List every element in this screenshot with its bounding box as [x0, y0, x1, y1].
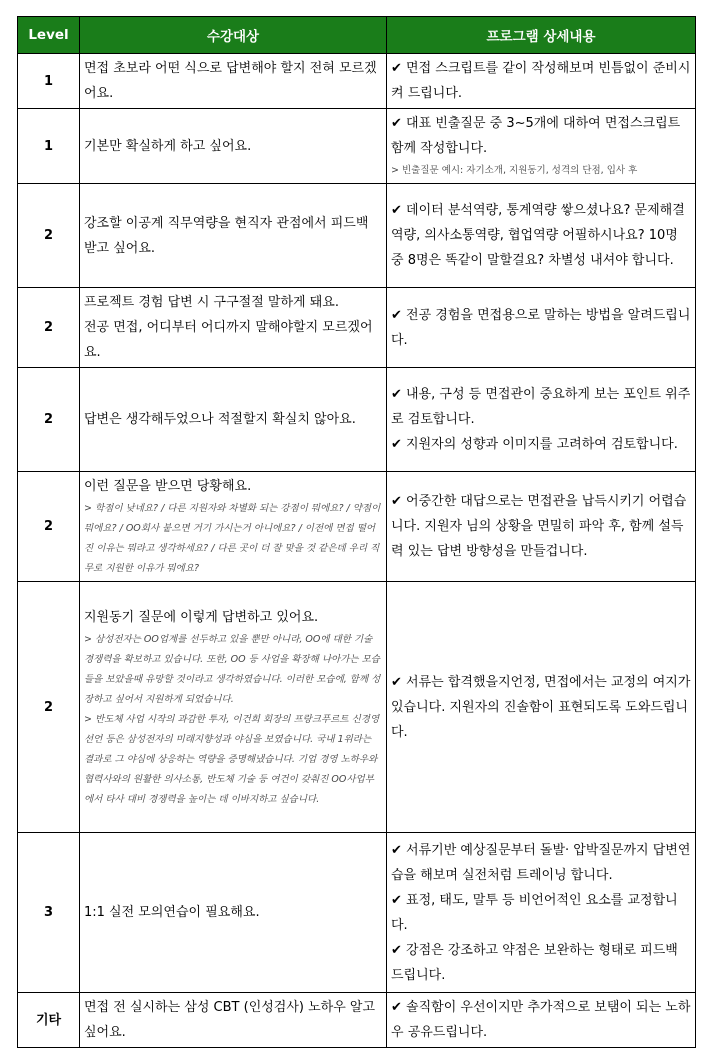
detail-text: 대표 빈출질문 중 3~5개에 대하여 면접스크립트 함께 작성합니다. — [391, 116, 681, 156]
detail-cell — [387, 368, 696, 472]
detail-text: 면접 스크립트를 같이 작성해보며 빈틈없이 준비시켜 드립니다. — [391, 61, 691, 101]
table-row — [18, 288, 696, 368]
table-row — [18, 184, 696, 288]
target-example-note: > 반도체 사업 시작의 과감한 투자, 이건희 회장의 프랑크푸르트 신경영 선언 등은 삼성전자의 미래지향성과 야심을 보였습니다. 국내 1위라는 결과로 그 야심에 상응하는 역량을 증명해냈습니다. 기업 경영 노하우와 협력사와의 원활한 의사소통, 반도체 기술 등 여건이 갖춰진 OO사업부에서 타사 대비 경쟁력을 높이는 데 이바지하고 싶습니다. — [84, 713, 380, 805]
table-row — [18, 368, 696, 472]
detail-item — [391, 432, 691, 457]
detail-item — [391, 303, 691, 353]
target-text: 기본만 확실하게 하고 싶어요. — [84, 138, 252, 154]
detail-item — [391, 938, 691, 988]
checkmark-icon: ✔ — [391, 387, 402, 402]
detail-example-note: > 빈출질문 예시: 자기소개, 지원동기, 성격의 단점, 입사 후 — [391, 165, 638, 176]
target-text: 강조할 이공계 직무역량을 현직자 관점에서 피드백 받고 싶어요. — [84, 215, 369, 256]
header-detail: 프로그램 상세내용 — [387, 17, 696, 54]
table-row — [18, 993, 696, 1048]
target-text: 답변은 생각해두었으나 적절할지 확실치 않아요. — [84, 412, 356, 427]
detail-item — [391, 995, 691, 1045]
target-text: 면접 전 실시하는 삼성 CBT (인성검사) 노하우 알고 싶어요. — [84, 1000, 376, 1040]
checkmark-icon: ✔ — [391, 1000, 402, 1015]
target-cell — [80, 54, 387, 109]
table-row — [18, 472, 696, 582]
detail-item — [391, 888, 691, 938]
detail-text: 서류기반 예상질문부터 돌발· 압박질문까지 답변연습을 해보며 실전처럼 트레이닝 합니다. — [391, 842, 691, 883]
detail-cell — [387, 54, 696, 109]
detail-cell — [387, 109, 696, 184]
level-cell: 2 — [18, 472, 80, 582]
detail-item — [391, 489, 691, 564]
target-text: 1:1 실전 모의연습이 필요해요. — [84, 905, 260, 920]
detail-item — [391, 198, 691, 273]
detail-cell — [387, 288, 696, 368]
detail-item — [391, 838, 691, 888]
table-row — [18, 54, 696, 109]
level-cell: 2 — [18, 582, 80, 833]
table-row — [18, 833, 696, 993]
level-cell: 기타 — [18, 993, 80, 1048]
target-example-note: > 삼성전자는 OO업계를 선두하고 있을 뿐만 아니라, OO에 대한 기술 경쟁력을 확보하고 있습니다. 또한, OO 등 사업을 확장해 나아가는 모습들을 보았을때 유망할 것이라고 생각하였습니다. 이러한 모습에, 함께 성장하고 싶어서 지원하게 되었습니다. — [84, 633, 381, 705]
detail-item — [391, 382, 691, 432]
target-cell — [80, 993, 387, 1048]
checkmark-icon: ✔ — [391, 942, 402, 958]
detail-text: 전공 경험을 면접용으로 말하는 방법을 알려드립니다. — [391, 307, 691, 348]
level-cell: 2 — [18, 184, 80, 288]
detail-cell — [387, 833, 696, 993]
target-cell — [80, 288, 387, 368]
checkmark-icon: ✔ — [391, 892, 402, 908]
detail-text: 서류는 합격했을지언정, 면접에서는 교정의 여지가 있습니다. 지원자의 진솔함이 표현되도록 도와드립니다. — [391, 674, 691, 740]
detail-text: 솔직함이 우선이지만 추가적으로 보탬이 되는 노하우 공유드립니다. — [391, 1000, 691, 1040]
header-target: 수강대상 — [80, 17, 387, 54]
target-cell — [80, 833, 387, 993]
level-cell: 2 — [18, 368, 80, 472]
checkmark-icon: ✔ — [391, 842, 402, 858]
target-text: 전공 면접, 어디부터 어디까지 말해야할지 모르겠어요. — [84, 320, 373, 360]
detail-text: 데이터 분석역량, 통계역량 쌓으셨나요? 문제해결역량, 의사소통역량, 협업역량 어필하시나요? 10명 중 8명은 똑같이 말할걸요? 차별성 내셔야 합니다. — [391, 203, 685, 268]
table-row — [18, 109, 696, 184]
detail-cell — [387, 472, 696, 582]
checkmark-icon: ✔ — [391, 437, 402, 452]
level-cell: 2 — [18, 288, 80, 368]
checkmark-icon: ✔ — [391, 307, 402, 323]
detail-text: 지원자의 성향과 이미지를 고려하여 검토합니다. — [406, 437, 678, 452]
level-cell: 1 — [18, 54, 80, 109]
checkmark-icon: ✔ — [391, 116, 402, 131]
detail-text: 어중간한 대답으로는 면접관을 납득시키기 어렵습니다. 지원자 님의 상황을 면밀히 파악 후, 함께 설득력 있는 답변 방향성을 만들겁니다. — [391, 494, 687, 559]
detail-cell — [387, 993, 696, 1048]
detail-item — [391, 56, 691, 106]
checkmark-icon: ✔ — [391, 203, 402, 218]
target-cell — [80, 109, 387, 184]
checkmark-icon: ✔ — [391, 61, 402, 76]
target-text: 이런 질문을 받으면 당황해요. — [84, 479, 252, 494]
table-row — [18, 582, 696, 833]
detail-item — [391, 111, 691, 161]
program-table — [17, 16, 696, 1048]
level-cell: 1 — [18, 109, 80, 184]
detail-cell — [387, 184, 696, 288]
target-text: 프로젝트 경험 답변 시 구구절절 말하게 돼요. — [84, 295, 339, 310]
detail-cell — [387, 582, 696, 833]
detail-item — [391, 670, 691, 745]
target-text: 면접 초보라 어떤 식으로 답변해야 할지 전혀 모르겠어요. — [84, 61, 377, 101]
checkmark-icon: ✔ — [391, 494, 402, 509]
target-cell — [80, 582, 387, 833]
target-text: 지원동기 질문에 이렇게 답변하고 있어요. — [84, 609, 319, 625]
detail-text: 내용, 구성 등 면접관이 중요하게 보는 포인트 위주로 검토합니다. — [391, 387, 691, 427]
level-cell: 3 — [18, 833, 80, 993]
target-cell — [80, 184, 387, 288]
target-example-note: > 학점이 낮네요? / 다른 지원자와 차별화 되는 강점이 뭐에요? / 약점이 뭐에요? / OO회사 붙으면 거기 가시는거 아니에요? / 이전에 면접 떨어진 이유는 뭐라고 생각하세요? / 다른 곳이 더 잘 맞을 것 같은데 우리 직무로 지원한 이유가 뭐에요? — [84, 503, 381, 574]
detail-text: 표정, 태도, 말투 등 비언어적인 요소를 교정합니다. — [391, 892, 678, 933]
header-level: Level — [18, 17, 80, 54]
target-cell — [80, 472, 387, 582]
table-header-row — [18, 17, 696, 54]
target-cell — [80, 368, 387, 472]
program-table-container — [17, 16, 695, 1048]
detail-text: 강점은 강조하고 약점은 보완하는 형태로 피드백 드립니다. — [391, 942, 678, 983]
checkmark-icon: ✔ — [391, 674, 402, 690]
